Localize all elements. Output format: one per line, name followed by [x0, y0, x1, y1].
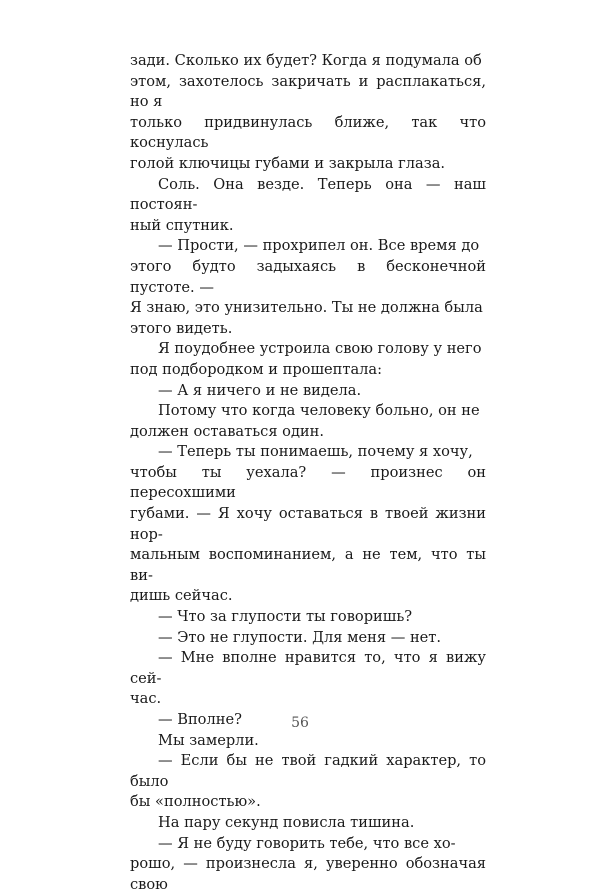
- paragraph: — Это не глупости. Для меня — нет.: [158, 628, 442, 646]
- paragraph: — Мне вполне нравится то, что я вижу сей- час.: [130, 649, 486, 708]
- paragraph: — Что за глупости ты говоришь?: [158, 608, 413, 626]
- paragraph: Соль. Она везде. Теперь она — наш постоян- ный спутник.: [130, 175, 486, 234]
- page-number: 56: [291, 715, 309, 731]
- paragraph: Я поудобнее устроила свою голову у него под подбородком и прошептала:: [130, 340, 482, 378]
- paragraph: зади. Сколько их будет? Когда я подумала об этом, захотелось закричать и расплакаться, но я только придвинулась ближе, так что коснулась голой ключицы губами и закрыла глаза.: [130, 52, 486, 172]
- body-text: [130, 51, 486, 895]
- paragraph: На пару секунд повисла тишина.: [158, 813, 415, 831]
- paragraph: — А я ничего и не видела.: [158, 381, 362, 399]
- paragraph: — Вполне?: [158, 711, 242, 728]
- paragraph: — Если бы не твой гадкий характер, то было бы «полностью».: [130, 752, 486, 811]
- paragraph: — Прости, — прохрипел он. Все время до этого будто задыхаясь в бесконечной пустоте. — Я знаю, это унизительно. Ты не должна была этого видеть.: [130, 237, 486, 337]
- paragraph: — Теперь ты понимаешь, почему я хочу, чтобы ты уехала? — произнес он пересохшими губами. — Я хочу оставаться в твоей жизни нор- мальным воспоминанием, а не тем, что ты ви- дишь сейчас.: [130, 443, 486, 605]
- paragraph: Мы замерли.: [158, 731, 259, 749]
- paragraph: — Я не буду говорить тебе, что все хо- рошо, — произнесла я, уверенно обозначая свою: [130, 834, 486, 893]
- paragraph: Потому что когда человеку больно, он не должен оставаться один.: [130, 402, 480, 440]
